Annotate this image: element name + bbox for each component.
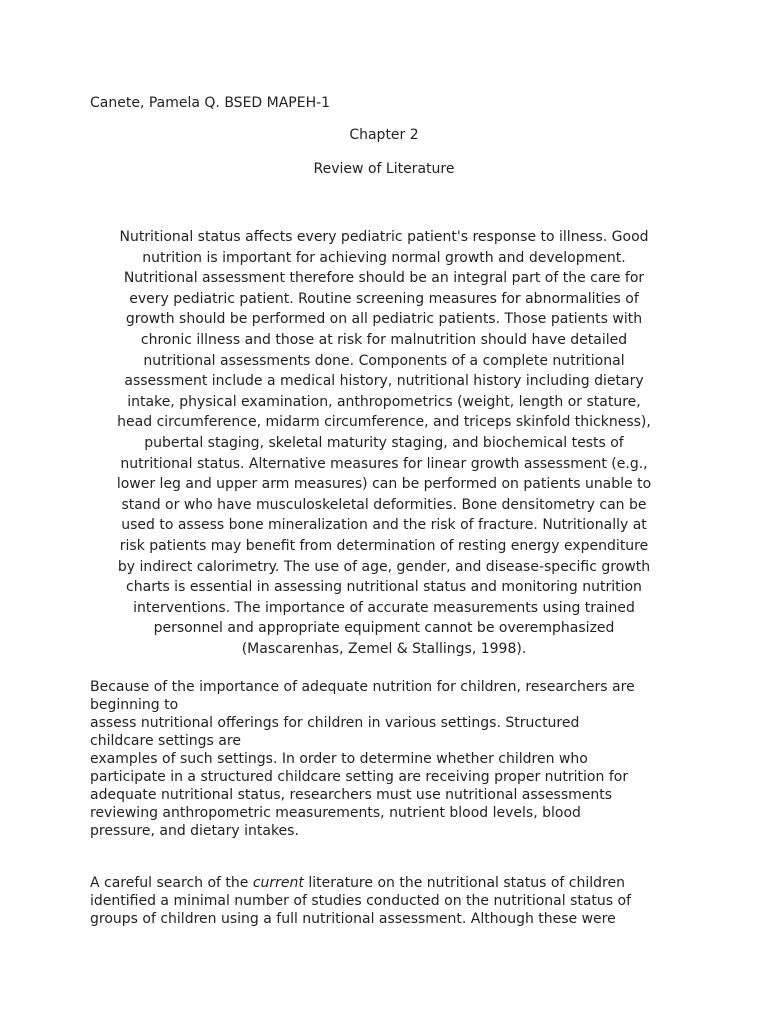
paragraph-2-line: Because of the importance of adequate nutrition for children, researchers are (90, 679, 635, 695)
chapter-heading: Chapter 2 (349, 127, 419, 143)
paragraph-1-line: nutritional assessments done. Components of a complete nutritional (143, 352, 625, 369)
paragraph-2-line: reviewing anthropometric measurements, nutrient blood levels, blood (90, 805, 581, 821)
paragraph-1-line: stand or who have musculoskeletal deformities. Bone densitometry can be (121, 496, 647, 513)
paragraph-1-line: growth should be performed on all pediatric patients. Those patients with (125, 311, 643, 328)
paragraph-1-line: every pediatric patient. Routine screening measures for abnormalities of (129, 290, 639, 307)
author-line: Canete, Pamela Q. BSED MAPEH-1 (90, 95, 331, 111)
paragraph-3-text: literature on the nutritional status of children (303, 875, 625, 891)
paragraph-3-line: identified a minimal number of studies conducted on the nutritional status of (90, 893, 632, 909)
section-title: Review of Literature (313, 161, 455, 177)
paragraph-1-line: pubertal staging, skeletal maturity staging, and biochemical tests of (144, 434, 624, 451)
paragraph-1-line: Nutritional status affects every pediatric patient's response to illness. Good (119, 229, 649, 245)
paragraph-1-line: used to assess bone mineralization and the risk of fracture. Nutritionally at (121, 517, 647, 534)
paragraph-1-line: nutrition is important for achieving normal growth and development. (142, 249, 626, 266)
paragraph-3-line: groups of children using a full nutritional assessment. Although these were (90, 911, 616, 927)
paragraph-1-line: chronic illness and those at risk for malnutrition should have detailed (140, 331, 628, 348)
paragraph-2 (90, 678, 690, 840)
paragraph-1-line: by indirect calorimetry. The use of age, gender, and disease-specific growth (117, 558, 651, 575)
paragraph-1-line: personnel and appropriate equipment cannot be overemphasized (153, 620, 615, 637)
paragraph-1-citation: (Mascarenhas, Zemel & Stallings, 1998). (241, 640, 527, 657)
paragraph-1-line: intake, physical examination, anthropometrics (weight, length or stature, (127, 393, 641, 410)
paragraph-2-line: examples of such settings. In order to determine whether children who (90, 751, 588, 767)
paragraph-1-line: risk patients may benefit from determination of resting energy expenditure (119, 537, 649, 554)
paragraph-1-line: nutritional status. Alternative measures for linear growth assessment (e.g., (120, 455, 648, 472)
paragraph-2-line: beginning to (90, 697, 179, 713)
paragraph-1-line: charts is essential in assessing nutritional status and monitoring nutrition (126, 579, 642, 596)
paragraph-2-line: adequate nutritional status, researchers must use nutritional assessments (90, 787, 613, 803)
paragraph-2-line: childcare settings are (90, 733, 241, 749)
paragraph-1-line: Nutritional assessment therefore should be an integral part of the care for (123, 270, 645, 287)
emphasized-word: current (252, 875, 304, 891)
paragraph-1-line: lower leg and upper arm measures) can be performed on patients unable to (116, 476, 652, 493)
paragraph-3 (90, 874, 690, 928)
paragraph-1-line: head circumference, midarm circumference, and triceps skinfold thickness), (117, 414, 651, 431)
paragraph-2-line: participate in a structured childcare setting are receiving proper nutrition for (90, 769, 629, 785)
paragraph-2-line: pressure, and dietary intakes. (90, 823, 299, 839)
paragraph-1-line: interventions. The importance of accurate measurements using trained (133, 599, 635, 616)
paragraph-1-line: assessment include a medical history, nutritional history including dietary (124, 373, 644, 390)
paragraph-3-text: A careful search of the (90, 875, 253, 891)
paragraph-3-line (90, 874, 690, 892)
paragraph-2-line: assess nutritional offerings for children in various settings. Structured (90, 715, 580, 731)
paragraph-1 (92, 227, 676, 659)
